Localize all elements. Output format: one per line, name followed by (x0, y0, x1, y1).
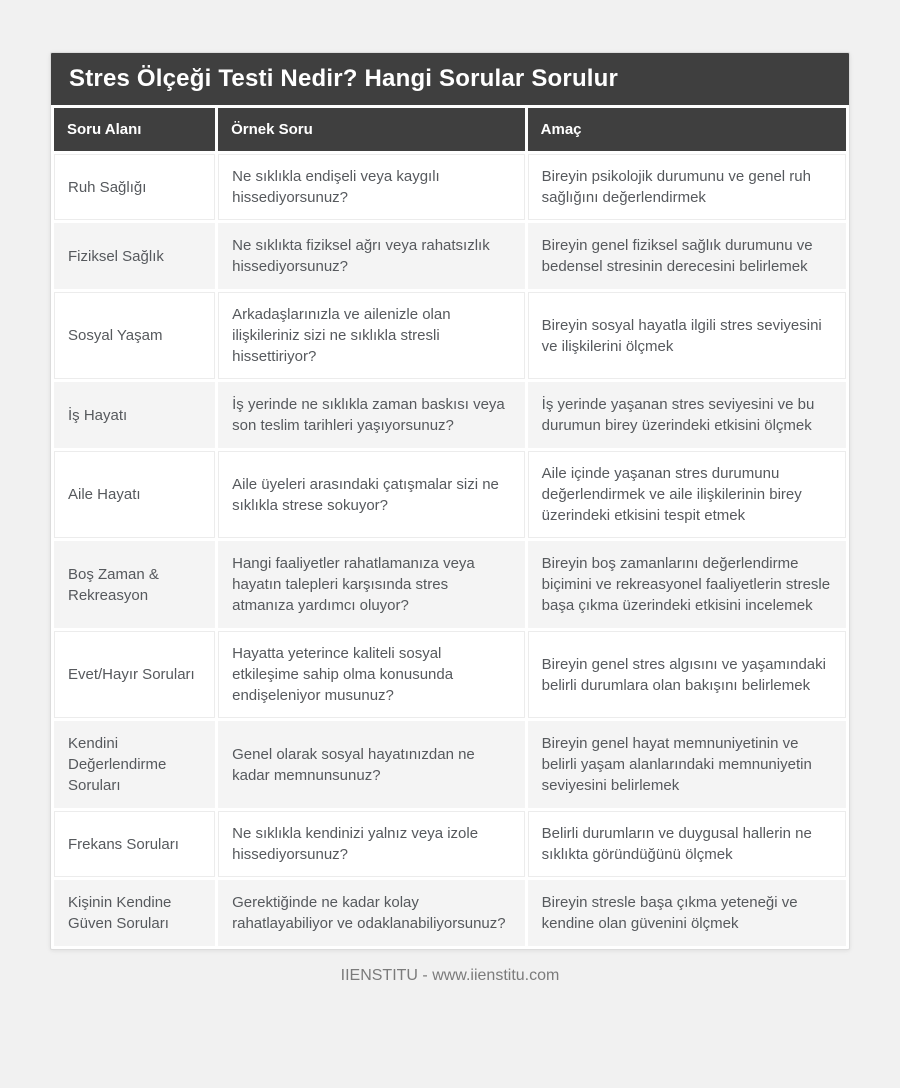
table-row (54, 451, 846, 538)
table-row (54, 631, 846, 718)
purpose-cell: Bireyin psikolojik durumunu ve genel ruh sağlığını değerlendirmek (528, 154, 846, 220)
table-row (54, 811, 846, 877)
table-row (54, 721, 846, 808)
question-cell: Arkadaşlarınızla ve ailenizle olan ilişkileriniz sizi ne sıklıkla stresli hissettiriyor? (218, 292, 525, 379)
page-footer (0, 967, 900, 985)
column-header-amac: Amaç (528, 108, 846, 151)
table-row (54, 292, 846, 379)
area-cell: Aile Hayatı (54, 451, 215, 538)
purpose-cell: Bireyin sosyal hayatla ilgili stres seviyesini ve ilişkilerini ölçmek (528, 292, 846, 379)
question-cell: Ne sıklıkla kendinizi yalnız veya izole hissediyorsunuz? (218, 811, 525, 877)
area-cell: Ruh Sağlığı (54, 154, 215, 220)
area-cell: Kendini Değerlendirme Soruları (54, 721, 215, 808)
question-cell: İş yerinde ne sıklıkla zaman baskısı veya son teslim tarihleri yaşıyorsunuz? (218, 382, 525, 448)
question-cell: Genel olarak sosyal hayatınızdan ne kadar memnunsunuz? (218, 721, 525, 808)
info-card (50, 52, 850, 950)
table-body (54, 154, 846, 946)
footer-credit-text: IIENSTITU - www.iienstitu.com (340, 967, 560, 984)
question-cell: Aile üyeleri arasındaki çatışmalar sizi ne sıklıkla strese sokuyor? (218, 451, 525, 538)
area-cell: Sosyal Yaşam (54, 292, 215, 379)
column-header-soru-alani: Soru Alanı (54, 108, 215, 151)
area-cell: İş Hayatı (54, 382, 215, 448)
page-title: Stres Ölçeği Testi Nedir? Hangi Sorular Sorulur (51, 53, 849, 105)
table-row (54, 541, 846, 628)
purpose-cell: Bireyin genel stres algısını ve yaşamındaki belirli durumlara olan bakışını belirlemek (528, 631, 846, 718)
area-cell: Boş Zaman & Rekreasyon (54, 541, 215, 628)
purpose-cell: İş yerinde yaşanan stres seviyesini ve bu durumun birey üzerindeki etkisini ölçmek (528, 382, 846, 448)
purpose-cell: Bireyin genel hayat memnuniyetinin ve belirli yaşam alanlarındaki memnuniyetin seviyesini belirlemek (528, 721, 846, 808)
table-row (54, 154, 846, 220)
question-cell: Ne sıklıkla endişeli veya kaygılı hissediyorsunuz? (218, 154, 525, 220)
area-cell: Fiziksel Sağlık (54, 223, 215, 289)
question-cell: Hayatta yeterince kaliteli sosyal etkileşime sahip olma konusunda endişeleniyor musunuz? (218, 631, 525, 718)
area-cell: Frekans Soruları (54, 811, 215, 877)
area-cell: Kişinin Kendine Güven Soruları (54, 880, 215, 946)
table-header-row (54, 108, 846, 151)
purpose-cell: Belirli durumların ve duygusal hallerin ne sıklıkta göründüğünü ölçmek (528, 811, 846, 877)
question-cell: Gerektiğinde ne kadar kolay rahatlayabiliyor ve odaklanabiliyorsunuz? (218, 880, 525, 946)
table-row (54, 880, 846, 946)
column-header-ornek-soru: Örnek Soru (218, 108, 525, 151)
questions-table (51, 105, 849, 949)
table-row (54, 382, 846, 448)
page-background (0, 52, 900, 1088)
purpose-cell: Bireyin genel fiziksel sağlık durumunu ve bedensel stresinin derecesini belirlemek (528, 223, 846, 289)
purpose-cell: Bireyin boş zamanlarını değerlendirme biçimini ve rekreasyonel faaliyetlerin stresle başa çıkma üzerindeki etkisini incelemek (528, 541, 846, 628)
area-cell: Evet/Hayır Soruları (54, 631, 215, 718)
purpose-cell: Aile içinde yaşanan stres durumunu değerlendirmek ve aile ilişkilerinin birey üzerindeki etkisini tespit etmek (528, 451, 846, 538)
purpose-cell: Bireyin stresle başa çıkma yeteneği ve kendine olan güvenini ölçmek (528, 880, 846, 946)
question-cell: Ne sıklıkta fiziksel ağrı veya rahatsızlık hissediyorsunuz? (218, 223, 525, 289)
question-cell: Hangi faaliyetler rahatlamanıza veya hayatın talepleri karşısında stres atmanıza yardımcı oluyor? (218, 541, 525, 628)
table-row (54, 223, 846, 289)
